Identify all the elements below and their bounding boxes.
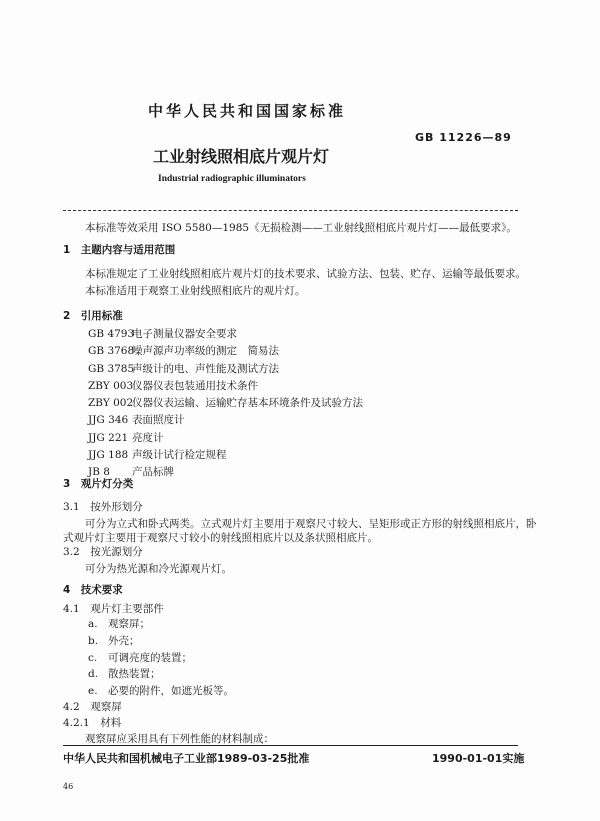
item-label: c. — [88, 651, 98, 664]
ref-code: GB 3768 — [88, 345, 135, 358]
reference-item — [88, 343, 363, 360]
header-divider — [63, 210, 518, 211]
effective-date: 1990-01-01实施 — [432, 752, 525, 765]
list-item — [88, 683, 234, 700]
item-label: b. — [88, 634, 99, 647]
item-text: 散热装置； — [108, 668, 161, 681]
list-item — [88, 633, 234, 650]
intro-text: 本标准等效采用 ISO 5580—1985《无损检测——工业射线照相底片观片灯——最低要求》。 — [85, 222, 517, 234]
ref-title: 声级计试行检定规程 — [132, 449, 227, 462]
subsection-heading: 4.1 观片灯主要部件 — [63, 603, 164, 615]
item-text: 可调亮度的装置； — [108, 651, 192, 664]
national-standard-title: 中华人民共和国国家标准 — [148, 102, 347, 120]
paragraph: 可分为立式和卧式两类。立式观片灯主要用于观察尺寸较大、呈矩形或正方形的射线照相底片，卧 — [85, 518, 537, 530]
reference-item — [88, 378, 363, 395]
english-title: Industrial radiographic illuminators — [158, 174, 306, 184]
ref-code: JJG 221 — [88, 431, 129, 444]
ref-title: 噪声源声功率级的测定 简易法 — [132, 345, 279, 358]
paragraph: 式观片灯主要用于观察尺寸较小的射线照相底片以及条状照相底片。 — [63, 532, 378, 544]
reference-item — [88, 326, 363, 343]
component-list — [88, 616, 234, 700]
section-1-heading: 1 主题内容与适用范围 — [63, 244, 176, 256]
ref-title: 表面照度计 — [132, 414, 185, 427]
reference-item — [88, 395, 363, 412]
paragraph: 观察屏应采用具有下列性能的材料制成： — [85, 733, 274, 745]
item-label: d. — [88, 668, 99, 681]
reference-item — [88, 447, 363, 464]
ref-code: JJG 188 — [88, 449, 129, 462]
ref-code: JJG 346 — [88, 414, 129, 427]
ref-title: 亮度计 — [132, 431, 164, 444]
standard-number: GB 11226—89 — [415, 131, 512, 144]
footer-divider — [63, 745, 518, 746]
list-item — [88, 650, 234, 667]
ref-title: 电子测量仪器安全要求 — [132, 328, 237, 340]
paragraph: 本标准规定了工业射线照相底片观片灯的技术要求、试验方法、包装、贮存、运输等最低要求。 — [85, 268, 526, 280]
item-text: 必要的附件，如遮光板等。 — [108, 685, 234, 698]
subsection-heading: 3.2 按光源划分 — [63, 546, 143, 558]
ref-code: GB 3785 — [88, 362, 135, 375]
reference-list — [88, 326, 363, 482]
list-item — [88, 666, 234, 683]
reference-item — [88, 361, 363, 378]
section-3-heading: 3 观片灯分类 — [63, 478, 134, 490]
section-4-heading: 4 技术要求 — [63, 584, 123, 596]
ref-code: ZBY 002 — [88, 397, 134, 410]
paragraph: 本标准适用于观察工业射线照相底片的观片灯。 — [85, 285, 306, 297]
list-item — [88, 616, 234, 633]
item-text: 观察屏； — [108, 618, 150, 630]
reference-item — [88, 430, 363, 447]
ref-title: 仪器仪表运输、运输贮存基本环境条件及试验方法 — [132, 397, 363, 410]
paragraph: 可分为热光源和冷光源观片灯。 — [85, 563, 232, 575]
subsection-heading: 4.2.1 材料 — [63, 717, 122, 729]
ref-title: 声级计的电、声性能及测试方法 — [132, 362, 279, 375]
ref-code: ZBY 003 — [88, 379, 134, 392]
ref-code: JB 8 — [88, 466, 110, 479]
page-number: 46 — [63, 782, 74, 791]
ref-code: GB 4793 — [88, 328, 135, 340]
issuer-approval: 中华人民共和国机械电子工业部1989-03-25批准 — [63, 752, 310, 765]
reference-item — [88, 412, 363, 429]
document-title: 工业射线照相底片观片灯 — [153, 147, 330, 166]
section-2-heading: 2 引用标准 — [63, 310, 123, 322]
ref-title: 产品标牌 — [132, 466, 174, 479]
item-label: e. — [88, 685, 98, 698]
subsection-heading: 3.1 按外形划分 — [63, 501, 143, 513]
ref-title: 仪器仪表包装通用技术条件 — [132, 379, 258, 392]
subsection-heading: 4.2 观察屏 — [63, 701, 122, 713]
item-label: a. — [88, 618, 98, 630]
item-text: 外壳； — [108, 634, 140, 647]
